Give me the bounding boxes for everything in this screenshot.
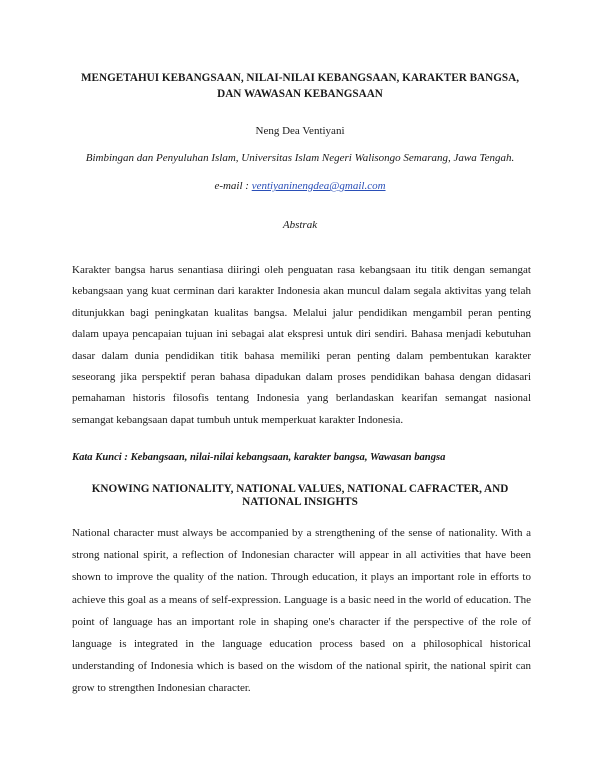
- author-affiliation: Bimbingan dan Penyuluhan Islam, Universitas Islam Negeri Walisongo Semarang, Jawa Tengah.: [85, 152, 515, 164]
- email-label: e-mail :: [214, 180, 252, 192]
- email-line: [0, 180, 600, 192]
- email-link[interactable]: ventiyaninengdea@gmail.com: [251, 180, 386, 192]
- abstract-heading: Abstrak: [282, 219, 318, 231]
- keywords: Kata Kunci : Kebangsaan, nilai-nilai kebangsaan, karakter bangsa, Wawasan bangsa: [72, 452, 446, 463]
- author-name: Neng Dea Ventiyani: [255, 125, 345, 137]
- english-title: KNOWING NATIONALITY, NATIONAL VALUES, NATIONAL CAFRACTER, AND NATIONAL INSIGHTS: [91, 483, 509, 508]
- abstract-indonesian: Karakter bangsa harus senantiasa diiringi oleh penguatan rasa kebangsaan itu titik dengan semangat kebangsaan yang kuat cerminan dari karakter Indonesia akan muncul dalam segala aktivitas yang telah ditunjukkan bagi peningkatan kualitas bangsa. Melalui jalur pendidikan mengambil peran penting dalam upaya pencapaian tujuan ini sebagai alat ekspresi untuk diri sendiri. Bahasa menjadi kebutuhan dasar dalam dunia pendidikan titik bahasa memiliki peran penting dalam pembentukan karakter seseorang jika perspektif peran bahasa dipadukan dalam proses pendidikan bahasa dengan didasari pemahaman historis filosofis tentang Indonesia yang berlandaskan kearifan semangat nasional semangat kebangsaan dapat tumbuh untuk memperkuat karakter Indonesia.: [72, 264, 531, 426]
- paper-title: MENGETAHUI KEBANGSAAN, NILAI-NILAI KEBANGSAAN, KARAKTER BANGSA, DAN WAWASAN KEBANGSAAN: [80, 72, 520, 100]
- abstract-english: National character must always be accompanied by a strengthening of the sense of nationality. With a strong national spirit, a reflection of Indonesian character will appear in all activities that have been shown to improve the quality of the nation. Through education, it plays an important role in efforts to achieve this goal as a means of self-expression. Language is a basic need in the world of education. The point of language has an important role in shaping one's character if the perspective of the role of language is integrated in the language education process based on a philosophical historical understanding of Indonesia which is based on the wisdom of the national spirit, the national spirit can grow to strengthen Indonesian character.: [72, 527, 531, 695]
